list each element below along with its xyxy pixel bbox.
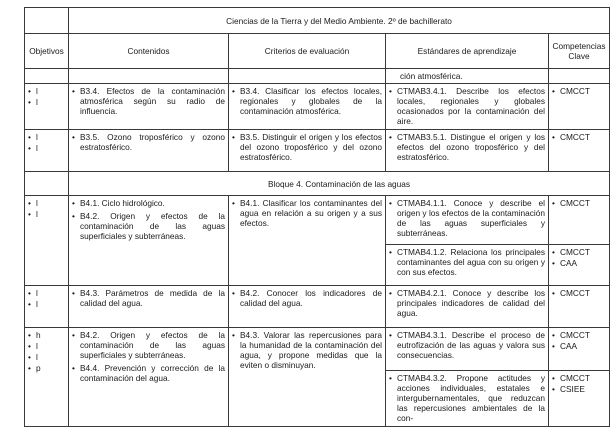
cell-text: CTMAB3.5.1. Distingue el origen y los efectos del ozono troposférico y del estratosférico. [397, 132, 545, 162]
cell-text: B4.2. Conocer los indicadores de calidad del agua. [240, 288, 382, 308]
bullet-icon: • [389, 198, 392, 208]
competencia-cell [549, 84, 610, 130]
criterio-cell [229, 328, 386, 427]
table-title: Ciencias de la Tierra y del Medio Ambiente. 2º de bachillerato [69, 8, 610, 34]
header-criterios: Criterios de evaluación [229, 34, 386, 69]
bullet-icon: • [552, 384, 555, 394]
cell-text: h [36, 330, 41, 340]
bullet-icon: • [72, 198, 75, 208]
objetivos-cell [25, 328, 69, 427]
estandar-cell [386, 371, 549, 427]
title-blank [25, 8, 69, 34]
curriculum-table [24, 7, 610, 427]
objetivos-cell [25, 84, 69, 130]
bullet-icon: • [72, 86, 75, 96]
cell-text: B4.1. Clasificar los contaminantes del agua en relación a su origen y a sus efectos. [240, 198, 382, 228]
bullet-icon: • [28, 97, 31, 107]
cell-text: CTMAB4.1.2. Relaciona los principales contaminantes del agua con su origen y con sus efectos. [397, 247, 545, 277]
bullet-icon: • [72, 288, 75, 298]
bullet-icon: • [389, 288, 392, 298]
table-row [25, 69, 610, 84]
criterio-cell [229, 196, 386, 286]
bullet-icon: • [232, 288, 235, 298]
table-row [25, 84, 610, 130]
cell-text: B3.5. Ozono troposférico y ozono estratosférico. [80, 132, 225, 152]
criterio-cell [229, 286, 386, 328]
competencia-cell [549, 130, 610, 172]
cell-text: CTMAB4.3.2. Propone actitudes y acciones individuales, estatales e intergubernamentales, que reduzcan las repercusiones ambientales de la con- [397, 373, 545, 423]
table-row [25, 286, 610, 328]
competencia-cell [549, 328, 610, 371]
bullet-icon: • [389, 330, 392, 340]
cell-text: l [36, 352, 38, 362]
bullet-icon: • [552, 341, 555, 351]
cell-text: B4.1. Ciclo hidrológico. [80, 198, 165, 208]
cell-text: CTMAB4.2.1. Conoce y describe los principales indicadores de calidad del agua. [397, 288, 545, 318]
cell-text: B3.4. Clasificar los efectos locales, regionales y globales de la contaminación atmosférica. [240, 86, 382, 116]
cell-text: CMCCT [560, 132, 590, 142]
cell-text: p [36, 363, 41, 373]
cell-text: CMCCT [560, 288, 590, 298]
cell-text: l [36, 209, 38, 219]
competencia-cell [549, 286, 610, 328]
cell-text: CAA [560, 258, 578, 268]
cell-text: CTMAB4.1.1. Conoce y describe el origen y los efectos de la contaminación de las aguas superficiales y subterráneas. [397, 198, 545, 238]
criterio-cell [229, 84, 386, 130]
estandar-cell [386, 328, 549, 371]
bullet-icon: • [28, 352, 31, 362]
contenido-cell [69, 130, 229, 172]
cell-text: CAA [560, 341, 578, 351]
block-row [25, 172, 610, 196]
cell-text: CMCCT [560, 247, 590, 257]
cell-text: l [36, 132, 38, 142]
bullet-icon: • [552, 288, 555, 298]
bullet-icon: • [28, 299, 31, 309]
contenido-cell [69, 286, 229, 328]
bullet-icon: • [28, 341, 31, 351]
cell-text: B4.3. Valorar las repercusiones para la humanidad de la contaminación del agua, y propone medidas que la eviten o disminuyan. [240, 330, 382, 370]
cell-text: l [36, 341, 38, 351]
estandar-cell [386, 84, 549, 130]
bullet-icon: • [232, 132, 235, 142]
contenido-cell [69, 84, 229, 130]
bullet-icon: • [72, 363, 75, 373]
header-estandares: Estándares de aprendizaje [386, 34, 549, 69]
objetivos-cell [25, 130, 69, 172]
estandar-cell [386, 245, 549, 286]
bullet-icon: • [389, 247, 392, 257]
competencia-cell [549, 196, 610, 245]
cell-text: CMCCT [560, 373, 590, 383]
block-title: Bloque 4. Contaminación de las aguas [69, 172, 610, 196]
bullet-icon: • [389, 373, 392, 383]
cell-text: CMCCT [560, 86, 590, 96]
bullet-icon: • [552, 247, 555, 257]
bullet-icon: • [552, 198, 555, 208]
contenido-cell [69, 328, 229, 427]
contenido-cell [69, 196, 229, 286]
bullet-icon: • [72, 132, 75, 142]
table-row [25, 130, 610, 172]
cell-text: B4.2. Origen y efectos de la contaminación de las aguas superficiales y subterráneas. [80, 330, 225, 360]
cell-text: CMCCT [560, 330, 590, 340]
cell-text: CTMAB4.3.1. Describe el proceso de eutrofización de las aguas y valora sus consecuencias. [397, 330, 545, 360]
bullet-icon: • [389, 132, 392, 142]
title-row [25, 8, 610, 34]
cell-text: CMCCT [560, 198, 590, 208]
bullet-icon: • [552, 132, 555, 142]
bullet-icon: • [72, 330, 75, 340]
cell-text: l [36, 198, 38, 208]
bullet-icon: • [232, 86, 235, 96]
bullet-icon: • [72, 211, 75, 221]
bullet-icon: • [552, 258, 555, 268]
bullet-icon: • [232, 330, 235, 340]
cell-text: CTMAB3.4.1. Describe los efectos locales, regionales y globales ocasionados por la contaminación del aire. [397, 86, 545, 126]
competencia-cell [549, 245, 610, 286]
bullet-icon: • [552, 330, 555, 340]
table-row [25, 196, 610, 245]
bullet-icon: • [28, 132, 31, 142]
bullet-icon: • [389, 86, 392, 96]
header-competencias: Competencias Clave [549, 34, 610, 69]
bullet-icon: • [28, 86, 31, 96]
cell-text: B4.2. Origen y efectos de la contaminación de las aguas superficiales y subterráneas. [80, 211, 225, 241]
cell-text: B3.4. Efectos de la contaminación atmosférica según su radio de influencia. [80, 86, 225, 116]
estandar-cell [386, 286, 549, 328]
bullet-icon: • [232, 198, 235, 208]
bullet-icon: • [28, 363, 31, 373]
bullet-icon: • [552, 86, 555, 96]
header-objetivos: Objetivos [25, 34, 69, 69]
cell-text: CSIEE [560, 384, 585, 394]
cell-text: l [36, 143, 38, 153]
cell-text: B3.5. Distinguir el origen y los efectos del ozono troposférico y del ozono estratosférico. [240, 132, 382, 162]
objetivos-cell [25, 286, 69, 328]
cell-text: l [36, 97, 38, 107]
competencia-cell [549, 371, 610, 427]
estandar-continuation: ción atmosférica. [386, 69, 549, 84]
table-row [25, 328, 610, 371]
bullet-icon: • [28, 143, 31, 153]
estandar-cell [386, 130, 549, 172]
cell-text: l [36, 86, 38, 96]
estandar-cell [386, 196, 549, 245]
bullet-icon: • [28, 209, 31, 219]
objetivos-cell [25, 196, 69, 286]
bullet-icon: • [552, 373, 555, 383]
criterio-cell [229, 130, 386, 172]
header-contenidos: Contenidos [69, 34, 229, 69]
cell-text: l [36, 299, 38, 309]
bullet-icon: • [28, 330, 31, 340]
cell-text: B4.3. Parámetros de medida de la calidad del agua. [80, 288, 225, 308]
cell-text: l [36, 288, 38, 298]
bullet-icon: • [28, 198, 31, 208]
header-row [25, 34, 610, 69]
cell-text: B4.4. Prevención y corrección de la contaminación del agua. [80, 363, 225, 383]
bullet-icon: • [28, 288, 31, 298]
